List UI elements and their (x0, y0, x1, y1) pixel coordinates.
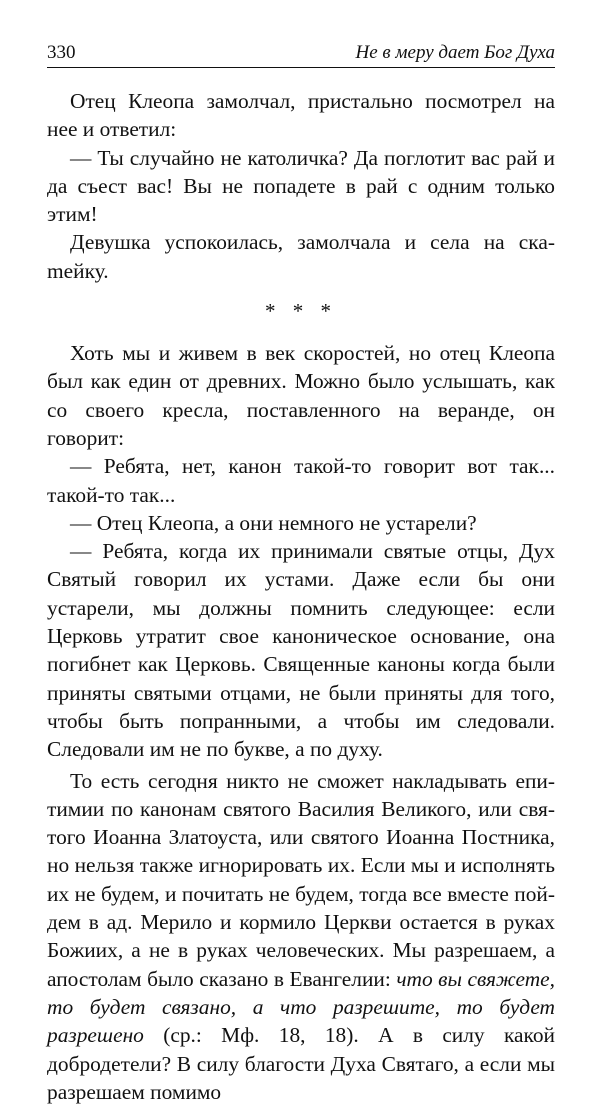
page-number: 330 (47, 42, 76, 63)
paragraph: — Ребята, нет, канон такой-то говорит вот так... такой-то так... (47, 454, 555, 507)
page-header (47, 38, 555, 68)
paragraph-text: (ср.: Мф. 18, 18). А в силу какой добродетели? В силу благости Духа Святаго, а если мы разрешаем помимо (47, 1023, 555, 1104)
paragraph: Хоть мы и живем в век скоростей, но отец Клеопа был как един от древних. Можно было услышать, как со своего кресла, поставленного на веранде, он говорит: (47, 341, 555, 450)
header-rule (47, 67, 555, 68)
scripture-quote: что вы свяжете, то будет связано, а что разрешите, то будет разрешено (47, 966, 556, 1048)
running-title: Не в меру дает Бог Духа (355, 42, 555, 63)
paragraph: — Отец Клеопа, а они немного не устарели? (70, 510, 477, 535)
paragraph: Девушка успокоилась, замолчала и села на скаmейку. (47, 230, 555, 283)
paragraph: — Ты случайно не католичка? Да поглотит вас рай и да съест вас! Вы не попадете в рай с одним только этим! (47, 145, 555, 227)
book-page (47, 38, 555, 1106)
paragraph: — Ребята, когда их принимали святые отцы, Дух Святый говорил их устами. Даже если бы они устарели, мы должны помнить следующее: если Церковь утратит свое каноническое основание, она погибнет как Церковь. Священные каноны когда были приняты святыми отцами, не были приняты для того, чтобы быть попранными, а чтобы им следовали. Следовали им не по букве, а по духу. (47, 539, 555, 762)
paragraph: Отец Клеопа замолчал, пристально посмотрел на нее и ответил: (47, 89, 555, 142)
paragraph-text: То есть сегодня никто не сможет накладывать епитимии по канонам святого Василия Великого, или святого Иоанна Златоуста, или святого Иоанна Постника, но нельзя также игнорировать их. Если мы и исполнять их не будем, и почитать не будем, тогда все вместе пойдем в ад. Мерило и кормило Церкви остается в руках Божиих, а не в руках человеческих. Мы разрешаем, а апостолам было сказано в Евангелии: (47, 768, 555, 991)
paragraph (47, 767, 555, 1106)
page-body (47, 87, 555, 1106)
section-separator: * * * (265, 299, 337, 324)
